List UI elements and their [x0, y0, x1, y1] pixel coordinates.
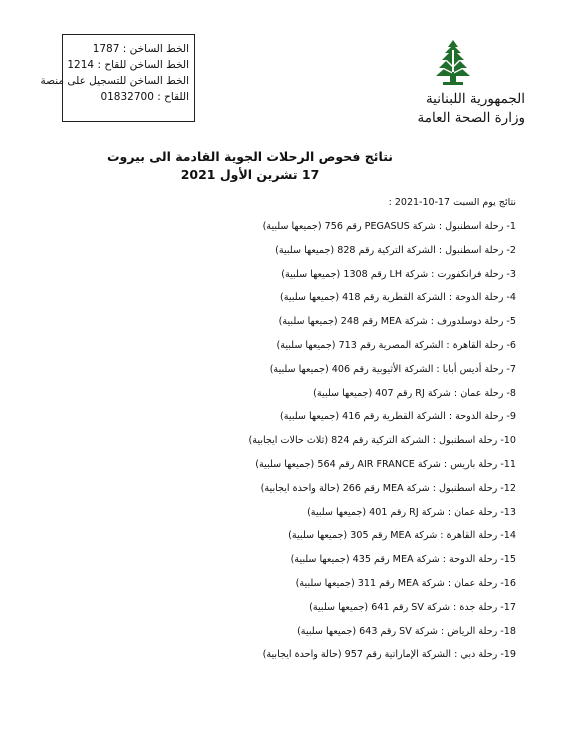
page-subtitle-date: 17 تشرين الأول 2021 — [180, 167, 320, 182]
hotline-registration: الخط الساخن للتسجيل على منصة — [40, 75, 189, 87]
flight-item: 3- رحلة فرانكفورت : شركة LH رقم 1308 (جميعها سلبية) — [281, 268, 516, 280]
flight-item: 9- رحلة الدوحة : الشركة القطرية رقم 416 (جميعها سلبية) — [280, 411, 516, 423]
ministry-country: الجمهورية اللبنانية — [425, 91, 525, 107]
flight-item: 8- رحلة عمان : شركة RJ رقم 407 (جميعها سلبية) — [313, 387, 516, 399]
flight-list — [16, 215, 516, 667]
hotline-box — [40, 34, 195, 122]
flight-item: 16- رحلة عمان : شركة MEA رقم 311 (جميعها سلبية) — [295, 577, 516, 589]
hotline-general: الخط الساخن : 1787 — [92, 43, 189, 55]
flight-item: 4- رحلة الدوحة : الشركة القطرية رقم 418 (جميعها سلبية) — [280, 292, 516, 304]
cedar-tree-icon — [431, 38, 475, 88]
hotline-vaccine: الخط الساخن للقاح : 1214 — [67, 59, 189, 71]
flight-item: 2- رحلة اسطنبول : الشركة التركية رقم 828 (جميعها سلبية) — [275, 244, 516, 256]
flight-item: 10- رحلة اسطنبول : الشركة التركية رقم 824 (ثلاث حالات ايجابية) — [248, 435, 516, 447]
flight-item: 14- رحلة القاهرة : شركة MEA رقم 305 (جميعها سلبية) — [288, 530, 516, 542]
flight-item: 13- رحلة عمان : شركة RJ رقم 401 (جميعها سلبية) — [307, 506, 516, 518]
flight-item: 18- رحلة الرياض : شركة SV رقم 643 (جميعها سلبية) — [297, 625, 516, 637]
flight-item: 7- رحلة أديس أبابا : الشركة الأثيوبية رقم 406 (جميعها سلبية) — [269, 363, 516, 375]
flight-item: 6- رحلة القاهرة : الشركة المصرية رقم 713 (جميعها سلبية) — [276, 339, 516, 351]
hotline-platform-number: اللقاح : 01832700 — [100, 91, 189, 103]
flight-item: 5- رحلة دوسلدورف : شركة MEA رقم 248 (جميعها سلبية) — [278, 316, 516, 328]
flight-item: 11- رحلة باريس : شركة AIR FRANCE رقم 564 (جميعها سلبية) — [255, 458, 516, 470]
results-date: نتائج يوم السبت 17-10-2021 : — [388, 197, 516, 208]
page-title: نتائج فحوص الرحلات الجوية القادمة الى بيروت — [107, 149, 393, 164]
flight-item: 19- رحلة دبي : الشركة الإماراتية رقم 957 (حالة واحدة ايجابية) — [262, 649, 516, 661]
ministry-name: وزارة الصحة العامة — [417, 110, 525, 126]
ministry-header — [405, 38, 535, 128]
flight-item: 17- رحلة جدة : شركة SV رقم 641 (جميعها سلبية) — [309, 601, 516, 613]
flight-item: 12- رحلة اسطنبول : شركة MEA رقم 266 (حالة واحدة ايجابية) — [260, 482, 516, 494]
flight-item: 1- رحلة اسطنبول : شركة PEGASUS رقم 756 (جميعها سلبية) — [262, 221, 516, 232]
flight-item: 15- رحلة الدوحة : شركة MEA رقم 435 (جميعها سلبية) — [290, 554, 516, 566]
